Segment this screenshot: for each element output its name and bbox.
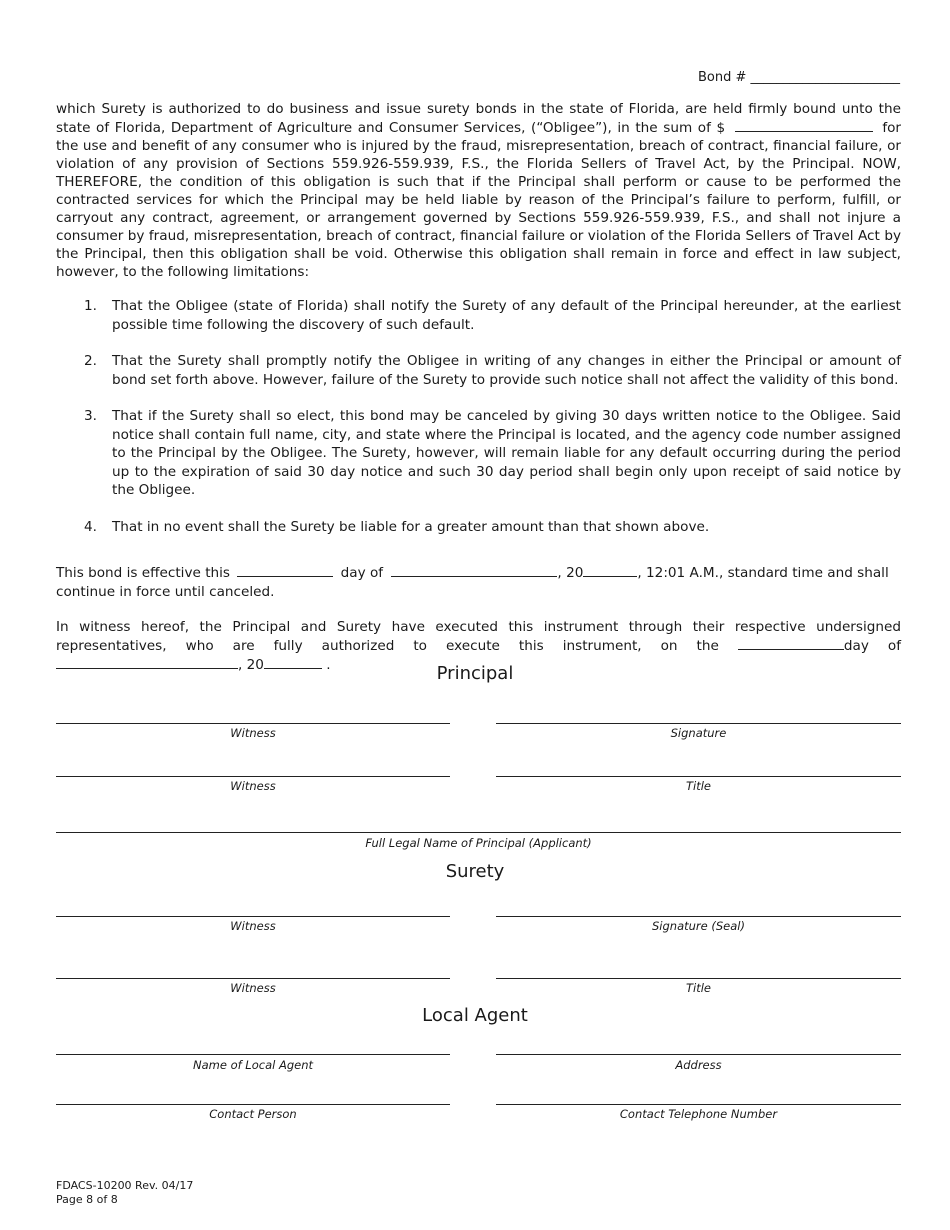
surety-witness2-line[interactable]: [56, 978, 450, 979]
principal-signature-line[interactable]: [496, 723, 901, 724]
bond-number-blank[interactable]: _______________________: [750, 70, 900, 85]
local-agent-name-line[interactable]: [56, 1054, 450, 1055]
principal-witness2-line[interactable]: [56, 776, 450, 777]
effective-year-blank[interactable]: [583, 563, 637, 577]
limitation-text: That the Obligee (state of Florida) shall notify the Surety of any default of the Principal hereunder, at the earliest possible time following the discovery of such default.: [112, 298, 901, 333]
limitation-number: 1.: [84, 298, 97, 314]
witness-day-blank[interactable]: [738, 636, 844, 650]
principal-witness1-label: Witness: [230, 726, 276, 740]
page-number: Page 8 of 8: [56, 1193, 118, 1206]
bond-number-field: [698, 70, 900, 85]
surety-signature-line[interactable]: [496, 916, 901, 917]
surety-witness1-line[interactable]: [56, 916, 450, 917]
limitation-text: That if the Surety shall so elect, this bond may be canceled by giving 30 days written notice to the Obligee. Said notice shall contain full name, city, and state where the Principal is located, and the agency code number assigned to the Principal by the Obligee. The Surety, however, will remain liable for any default occurring during the period up to the expiration of said 30 day notice and such 30 day period shall begin only upon receipt of said notice by the Obligee.: [112, 408, 901, 498]
effective-month-blank[interactable]: [391, 563, 557, 577]
effective-date-paragraph: [56, 563, 901, 602]
form-id: FDACS-10200 Rev. 04/17: [56, 1179, 194, 1192]
effective-day-blank[interactable]: [237, 563, 333, 577]
limitation-text: That the Surety shall promptly notify the Obligee in writing of any changes in either the Principal or amount of bond set forth above. However, failure of the Surety to provide such notice shall not affect the validity of this bond.: [112, 353, 901, 388]
limitations-list: [56, 297, 901, 554]
principal-witness1-line[interactable]: [56, 723, 450, 724]
limitation-number: 3.: [84, 408, 97, 424]
surety-witness1-label: Witness: [230, 919, 276, 933]
limitation-item: [56, 352, 901, 389]
local-agent-address-label: Address: [675, 1058, 722, 1072]
effective-text: day of: [340, 565, 384, 581]
effective-text: This bond is effective this: [56, 565, 230, 581]
witness-text: , 20: [238, 657, 264, 673]
surety-title-label: Title: [686, 981, 711, 995]
surety-witness2-label: Witness: [230, 981, 276, 995]
bond-conditions-paragraph: [56, 100, 901, 281]
effective-year-prefix: 20: [566, 565, 584, 581]
contact-person-label: Contact Person: [209, 1107, 297, 1121]
effective-text: ,: [557, 565, 562, 581]
principal-signature-label: Signature: [670, 726, 727, 740]
surety-heading: Surety: [445, 861, 505, 882]
form-footer: [56, 1179, 193, 1207]
witness-text: day of: [843, 638, 901, 654]
bond-number-label: Bond #: [697, 70, 747, 85]
contact-phone-label: Contact Telephone Number: [619, 1107, 778, 1121]
principal-full-name-line[interactable]: [56, 832, 901, 833]
surety-title-line[interactable]: [496, 978, 901, 979]
limitation-item: [56, 297, 901, 334]
principal-title-label: Title: [686, 779, 711, 793]
conditions-text-part1: which Surety is authorized to do business and issue surety bonds in the state of Florida, are held firmly bound unto the state of Florida, Department of Agriculture and Consumer Services, (“Obligee”), in the sum of $: [56, 101, 901, 136]
contact-phone-line[interactable]: [496, 1104, 901, 1105]
limitation-item: [56, 518, 901, 537]
principal-title-line[interactable]: [496, 776, 901, 777]
principal-witness2-label: Witness: [230, 779, 276, 793]
conditions-text-part2: for the use and benefit of any consumer who is injured by the fraud, misrepresentation, breach of contract, financial failure, or violation of any provision of Sections 559.926-559.939, F.S., the Florida Sellers of Travel Act, by the Principal. NOW, THEREFORE, the condition of this obligation is such that if the Principal shall perform or cause to be performed the contracted services for which the Principal may be held liable by reason of the Principal’s failure to perform, fulfill, or carryout any contract, agreement, or arrangement governed by Sections 559.926-559.939, F.S., and shall not injure a consumer by fraud, misrepresentation, breach of contract, financial failure or violation of the Florida Sellers of Travel Act by the Principal, then this obligation shall be void. Otherwise this obligation shall remain in force and effect in law subject, however, to the following limitations:: [56, 120, 902, 280]
local-agent-name-label: Name of Local Agent: [192, 1058, 314, 1072]
limitation-text: That in no event shall the Surety be liable for a greater amount than that shown above.: [112, 518, 710, 535]
principal-full-name-label: Full Legal Name of Principal (Applicant): [365, 836, 592, 850]
local-agent-heading: Local Agent: [422, 1005, 528, 1026]
local-agent-address-line[interactable]: [496, 1054, 901, 1055]
limitation-item: [56, 407, 901, 500]
effective-text: , 12:01 A.M., standard time and shall continue in force until canceled.: [56, 565, 889, 600]
principal-heading: Principal: [436, 663, 514, 684]
surety-signature-label: Signature (Seal): [652, 919, 745, 933]
witness-text: .: [326, 657, 331, 673]
limitation-number: 4.: [84, 518, 97, 535]
witness-text: In witness hereof, the Principal and Surety have executed this instrument through their respective undersigned representatives, who are fully authorized to execute this instrument, on the: [56, 619, 901, 654]
limitation-number: 2.: [84, 353, 97, 369]
bond-amount-blank[interactable]: [735, 118, 873, 132]
contact-person-line[interactable]: [56, 1104, 450, 1105]
